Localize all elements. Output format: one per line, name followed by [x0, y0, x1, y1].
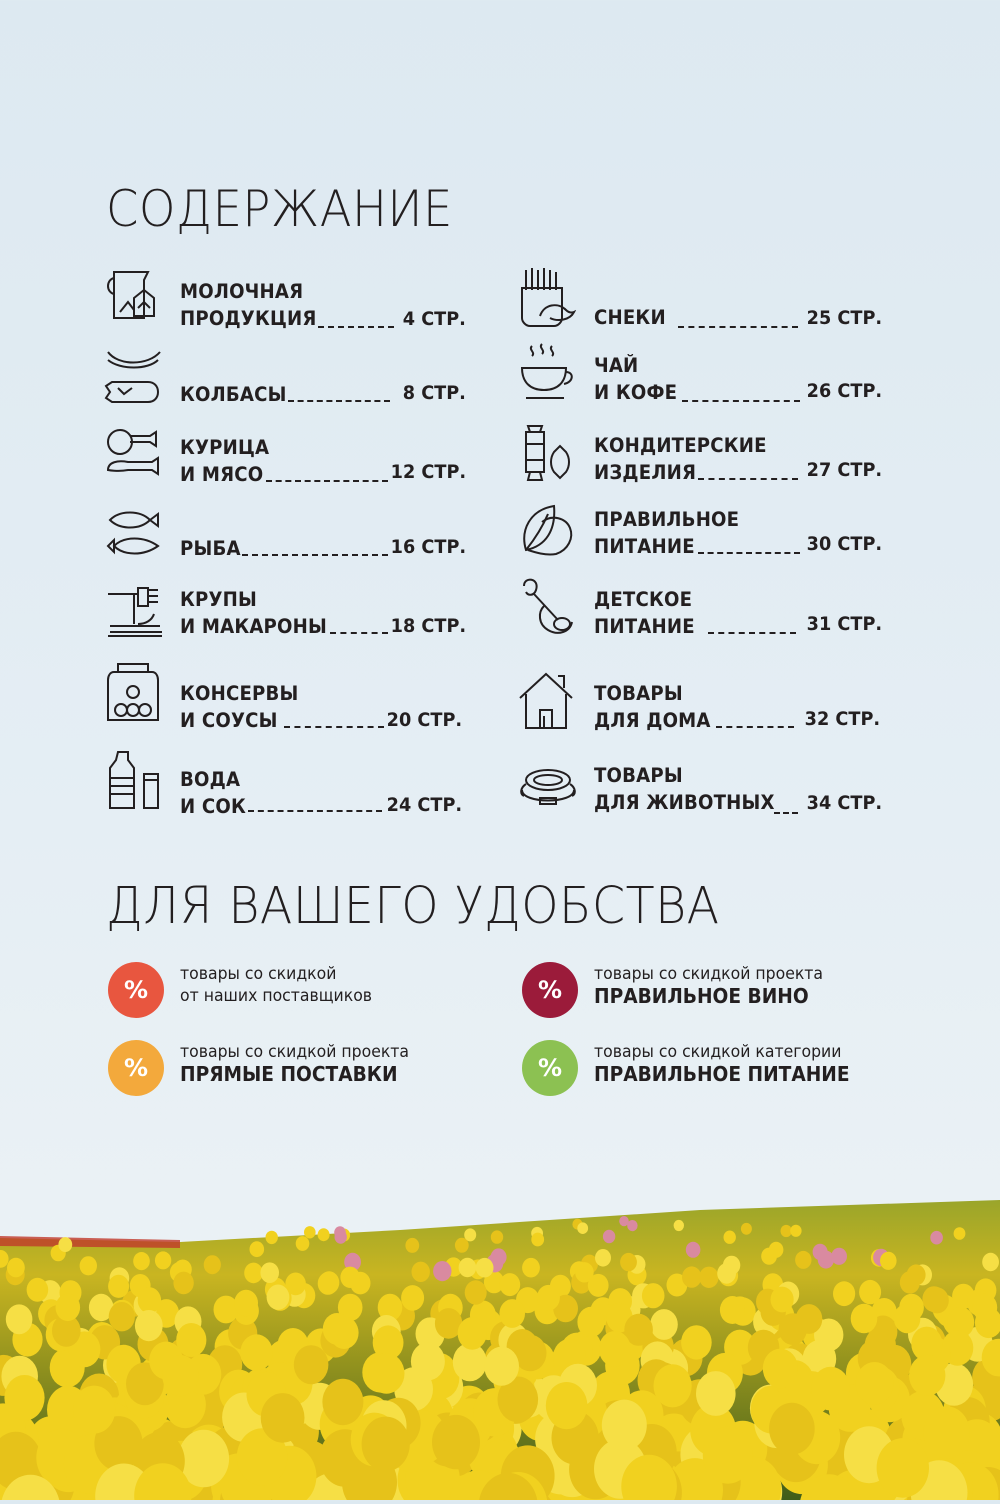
entry-label-line2: И СОК: [180, 793, 246, 820]
entry-label-line2: СНЕКИ: [594, 304, 666, 331]
entry-label-line2: РЫБА: [180, 535, 241, 562]
snacks-icon: [518, 266, 576, 328]
pet-bowl-icon: [518, 754, 576, 816]
percent-badge-icon: %: [522, 1040, 578, 1096]
page-number: 4 СТР.: [403, 308, 466, 330]
legend-direct-supply-discount: [108, 1040, 508, 1100]
toc-entry-fish[interactable]: [104, 502, 466, 568]
toc-entry-baby-food[interactable]: [518, 576, 882, 642]
entry-label-line2: ПРОДУКЦИЯ: [180, 305, 316, 332]
dot-leader: [266, 480, 388, 482]
legend-wine-discount: [522, 962, 922, 1022]
page-number: 16 СТР.: [391, 536, 466, 558]
sausage-icon: [104, 346, 162, 408]
legend-line1: товары со скидкой проекта: [180, 1042, 409, 1061]
dot-leader: [774, 812, 798, 814]
entry-label-line1: КОНСЕРВЫ: [180, 680, 299, 707]
entry-label-line2: ПИТАНИЕ: [594, 533, 695, 560]
entry-label-line1: ВОДА: [180, 766, 240, 793]
legend-project-name: ПРАВИЛЬНОЕ ПИТАНИЕ: [594, 1062, 850, 1086]
page-number: 12 СТР.: [391, 461, 466, 483]
bottle-icon: [104, 750, 162, 812]
entry-label-line1: КРУПЫ: [180, 586, 257, 613]
dot-leader: [698, 552, 800, 554]
page-number: 26 СТР.: [807, 380, 882, 402]
milk-jug-icon: [104, 268, 162, 330]
page-number: 8 СТР.: [403, 382, 466, 404]
toc-title: СОДЕРЖАНИЕ: [106, 180, 453, 238]
entry-label-line1: ЧАЙ: [594, 352, 638, 379]
entry-label-line1: ТОВАРЫ: [594, 680, 683, 707]
toc-entry-snacks[interactable]: [518, 266, 882, 332]
entry-label-line1: ДЕТСКОЕ: [594, 586, 692, 613]
legend-line1: товары со скидкой категории: [594, 1042, 841, 1061]
toc-entry-grains[interactable]: [104, 578, 466, 644]
dot-leader: [682, 400, 800, 402]
dot-leader: [698, 478, 798, 480]
percent-badge-icon: %: [522, 962, 578, 1018]
dot-leader: [330, 632, 388, 634]
toc-entry-confectionery[interactable]: [518, 422, 882, 488]
legend-project-name: ПРЯМЫЕ ПОСТАВКИ: [180, 1062, 398, 1086]
page-number: 30 СТР.: [807, 533, 882, 555]
page-number: 24 СТР.: [387, 794, 462, 816]
page-number: 34 СТР.: [807, 792, 882, 814]
toc-entry-dairy[interactable]: [104, 268, 466, 334]
dot-leader: [716, 726, 794, 728]
entry-label-line1: МОЛОЧНАЯ: [180, 278, 303, 305]
entry-label-line2: ИЗДЕЛИЯ: [594, 459, 696, 486]
toc-entry-healthy[interactable]: [518, 496, 882, 562]
legend-supplier-discount: [108, 962, 508, 1022]
toc-entry-pets[interactable]: [518, 754, 882, 820]
percent-badge-icon: %: [108, 962, 164, 1018]
candy-icon: [518, 422, 576, 484]
baby-food-icon: [518, 576, 576, 638]
tulip-field-image: [0, 1160, 1000, 1500]
tea-cup-icon: [518, 342, 576, 404]
percent-badge-icon: %: [108, 1040, 164, 1096]
dot-leader: [708, 632, 796, 634]
legend-line1: товары со скидкой проекта: [594, 964, 823, 983]
toc-entry-home[interactable]: [518, 670, 882, 736]
entry-label-line2: И СОУСЫ: [180, 707, 278, 734]
page-number: 20 СТР.: [387, 709, 462, 731]
toc-entry-water[interactable]: [104, 750, 466, 816]
fish-icon: [104, 502, 162, 564]
leaf-icon: [518, 496, 576, 558]
dot-leader: [678, 326, 798, 328]
legend-line1: товары со скидкой: [180, 964, 336, 983]
legend-line2: от наших поставщиков: [180, 986, 372, 1005]
dot-leader: [288, 400, 390, 402]
legend-healthy-discount: [522, 1040, 922, 1100]
convenience-title: ДЛЯ ВАШЕГО УДОБСТВА: [106, 877, 720, 936]
dot-leader: [248, 810, 382, 812]
entry-label-line2: И КОФЕ: [594, 379, 677, 406]
page-number: 25 СТР.: [807, 307, 882, 329]
entry-label-line2: ДЛЯ ЖИВОТНЫХ: [594, 789, 775, 816]
entry-label-line1: ПРАВИЛЬНОЕ: [594, 506, 739, 533]
entry-label-line2: ДЛЯ ДОМА: [594, 707, 711, 734]
entry-label-line2: И МАКАРОНЫ: [180, 613, 327, 640]
page-number: 27 СТР.: [807, 459, 882, 481]
jar-icon: [104, 662, 162, 724]
pasta-icon: [104, 578, 162, 640]
page-number: 31 СТР.: [807, 613, 882, 635]
entry-label-line1: КУРИЦА: [180, 434, 269, 461]
entry-label-line2: И МЯСО: [180, 461, 263, 488]
page-number: 32 СТР.: [805, 708, 880, 730]
toc-entry-sausages[interactable]: [104, 346, 466, 412]
entry-label-line1: ТОВАРЫ: [594, 762, 683, 789]
page-number: 18 СТР.: [391, 615, 466, 637]
chicken-leg-icon: [104, 424, 162, 486]
dot-leader: [284, 726, 384, 728]
toc-entry-canned[interactable]: [104, 662, 466, 728]
entry-label-line2: ПИТАНИЕ: [594, 613, 695, 640]
entry-label-line1: КОНДИТЕРСКИЕ: [594, 432, 767, 459]
dot-leader: [242, 554, 388, 556]
toc-entry-tea[interactable]: [518, 342, 882, 408]
legend-project-name: ПРАВИЛЬНОЕ ВИНО: [594, 984, 809, 1008]
dot-leader: [318, 326, 394, 328]
toc-entry-chicken[interactable]: [104, 424, 466, 490]
house-icon: [518, 670, 576, 732]
entry-label-line2: КОЛБАСЫ: [180, 381, 287, 408]
